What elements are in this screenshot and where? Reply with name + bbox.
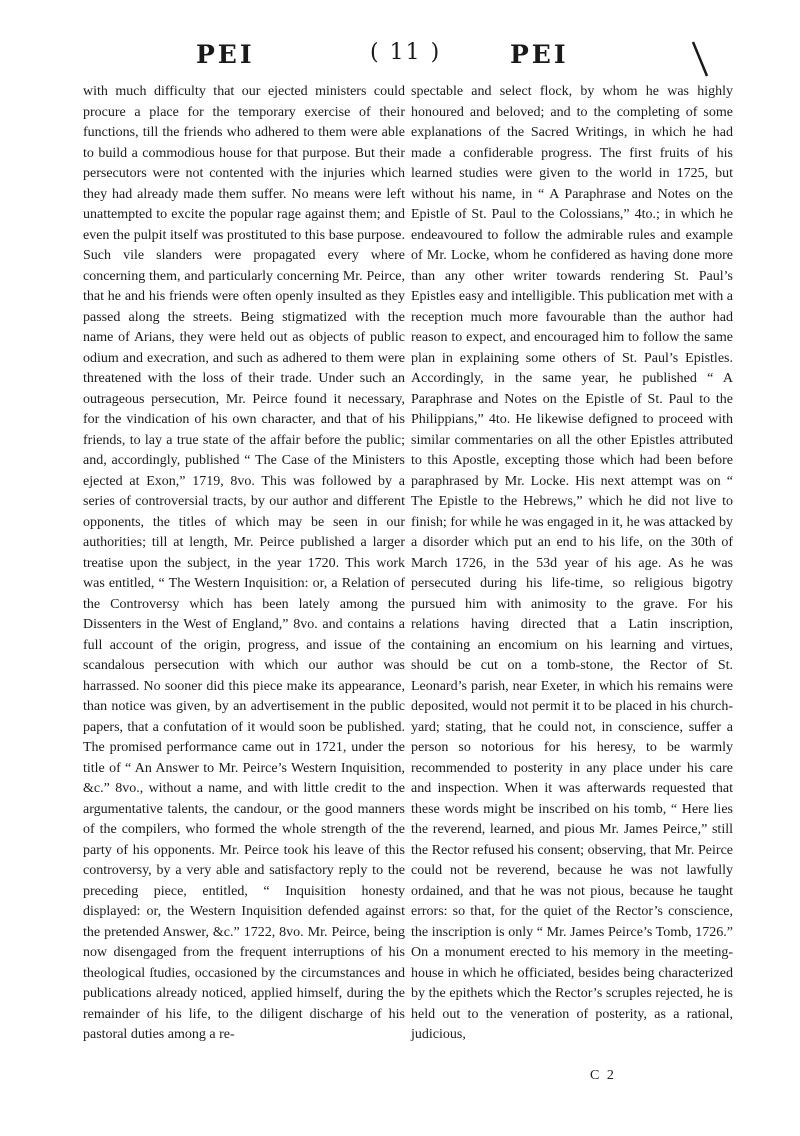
left-column [83, 82, 405, 1046]
signature-mark: C 2 [590, 1068, 616, 1083]
header-right-word: PEI [510, 40, 569, 69]
backslash-mark-icon [690, 40, 710, 78]
header-left-word: PEI [196, 40, 255, 69]
right-column-text: spectable and select flock, by whom he was highly honoured and beloved; and to the completing of some explanations of the Sacred Writings, in which he had made a confiderable progress. The first fruits of his learned studies were given to the world in 1725, but without his name, in “ A Paraphrase and Notes on the Epistle of St. Paul to the Colossians,” 4to.; in which he endeavoured to follow the admirable rules and example of Mr. Locke, whom he confidered as having done more than any other writer towards rendering St. Paul’s Epistles easy and intelligible. This publication met with a reception much more favourable than the author had reason to expect, and encouraged him to follow the same plan in explaining some others of St. Paul’s Epistles. Accordingly, in the same year, he published “ A Paraphrase and Notes on the Epistle of St. Paul to the Philippians,” 4to. He likewise defigned to proceed with similar commentaries on all the other Epistles attributed to this Apostle, excepting those which had been before paraphrased by Mr. Locke. His next attempt was on “ The Epistle to the Hebrews,” which he did not live to finish; for while he was engaged in it, he was attacked by a disorder which put an end to his life, on the 30th of March 1726, in the 53d year of his age. As he was persecuted during his life-time, so religious bigotry pursued him with animosity to the grave. For his relations having directed that a Latin inscription, containing an encomium on his learning and virtues, should be cut on a tomb-stone, the Rector of St. Leonard’s parish, near Exeter, in which his remains were deposited, would not permit it to be placed in his church-yard; stating, that he could not, in conscience, suffer a person so notorious for his heresy, to be warmly recommended to posterity in any place under his care and inspection. When it was afterwards requested that these words might be inscribed on his tomb, “ Here lies the reverend, learned, and pious Mr. James Peirce,” still the Rector refused his consent; observing, that Mr. Peirce could not be reverend, because he was not lawfully ordained, and that he was not pious, because he taught errors: so that, for the quiet of the Rector’s conscience, the inscription is only “ Mr. James Peirce’s Tomb, 1726.” On a monument erected to his memory in the meeting-house in which he officiated, besides being characterized by the epithets which the Rector’s scruples rejected, he is held out to the veneration of posterity, as a rational, judicious, [411, 84, 733, 1042]
running-header [0, 40, 800, 76]
right-column [411, 82, 733, 1046]
left-column-text: with much difficulty that our ejected ministers could procure a place for the temporary exercise of their functions, till the friends who adhered to them were able to build a commodious house for that purpose. But their persecutors were not contented with the injuries which they had already made them suffer. No means were left unattempted to excite the popular rage against them; and even the pulpit itself was prostituted to this base purpose. Such vile slanders were propagated every where concerning them, and particularly concerning Mr. Peirce, that he and his friends were often openly insulted as they passed along the streets. Being stigmatized with the name of Arians, they were held out as objects of public odium and execration, and such as adhered to them were threatened with the loss of their trade. Under such an outrageous persecution, Mr. Peirce found it necessary, for the vindication of his own character, and that of his friends, to lay a true state of the affair before the public; and, accordingly, published “ The Case of the Ministers ejected at Exon,” 1719, 8vo. This was followed by a series of controversial tracts, by our author and different opponents, the titles of which may be seen in our authorities; till at length, Mr. Peirce published a larger treatise upon the subject, in the year 1720. This work was entitled, “ The Western Inquisition: or, a Relation of the Controversy which has been lately among the Dissenters in the West of England,” 8vo. and contains a full account of the origin, progress, and issue of the scandalous persecution with which our author was harrassed. No sooner did this piece make its appearance, than notice was given, by an advertisement in the public papers, that a confutation of it would soon be published. The promised performance came out in 1721, under the title of “ An Answer to Mr. Peirce’s Western Inquisition, &c.” 8vo., without a name, and with little credit to the argumentative talents, the candour, or the good manners of the compilers, who formed the whole strength of the party of his opponents. Mr. Peirce took his leave of this controversy, by a very able and satisfactory reply to the preceding piece, entitled, “ Inquisition honesty displayed: or, the Western Inquisition defended against the pretended Answer, &c.” 1722, 8vo. Mr. Peirce, being now disengaged from the frequent interruptions of his theological ſtudies, occasioned by the circumstances and publications already noticed, applied himself, during the remainder of his life, to the diligent discharge of his pastoral duties among a re- [83, 84, 405, 1042]
page-number: ( 11 ) [370, 40, 442, 65]
